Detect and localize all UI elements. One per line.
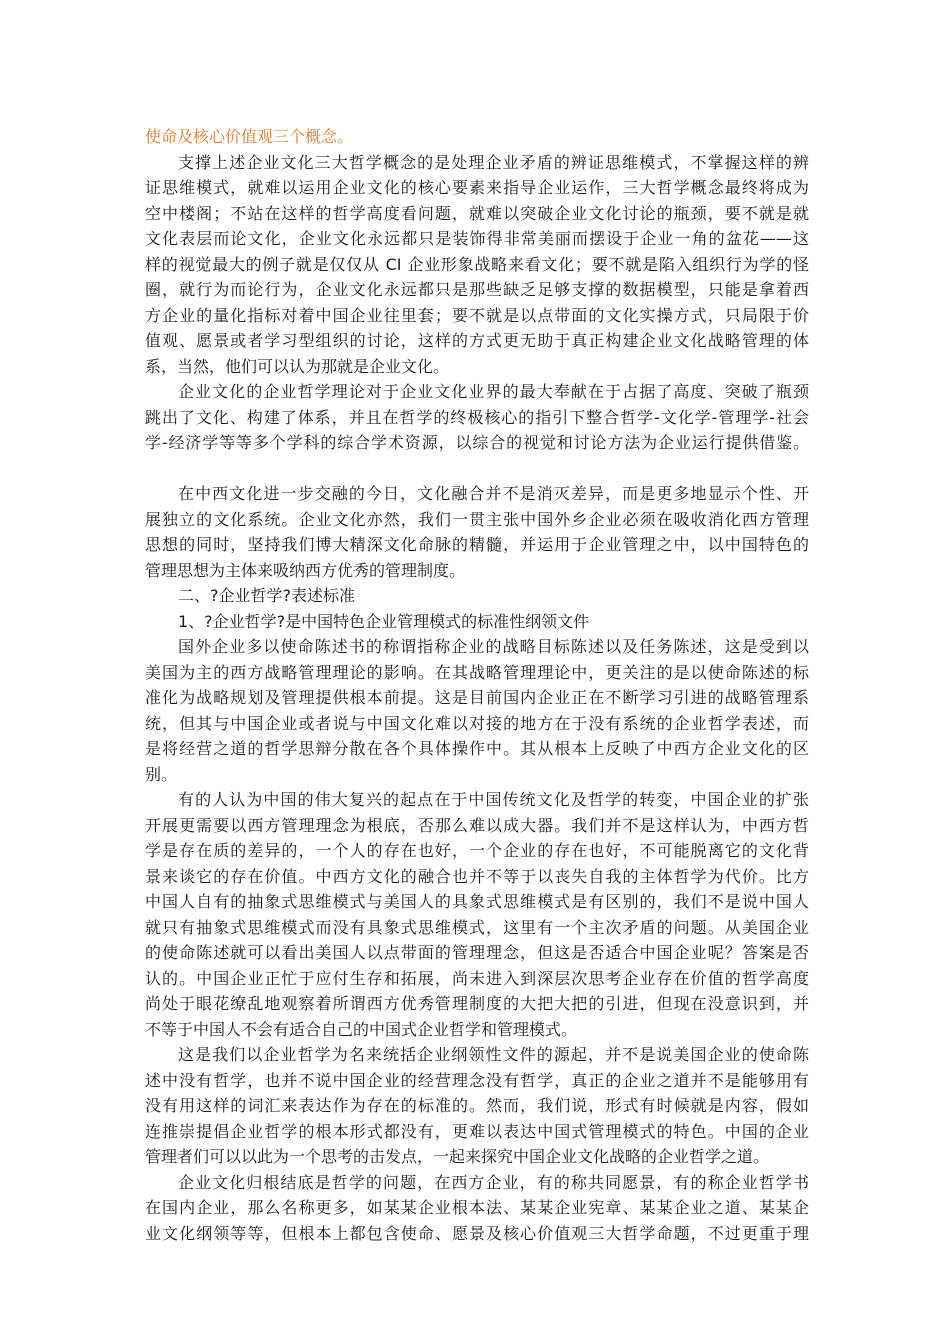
text-line: 样的视觉最大的例子就是仅仅从 CI 企业形象战略来看文化；要不就是陷入组织行为学的怪 xyxy=(145,254,809,274)
paragraph-6 xyxy=(145,1042,809,1170)
text-line: 国外企业多以使命陈述书的称谓指称企业的战略目标陈述以及任务陈述，这是受到以 xyxy=(178,637,809,656)
text-line: 证思维模式，就难以运用企业文化的核心要素来指导企业运作，三大哲学概念最终将成为 xyxy=(145,178,809,197)
text-line: 这是我们以企业哲学为名来统括企业纲领性文件的源起，并不是说美国企业的使命陈 xyxy=(178,1045,809,1064)
text-line: 没有用这样的词汇来表达作为存在的标准的。然而，我们说，形式有时候就是内容，假如 xyxy=(145,1096,809,1115)
text-line: 开展更需要以西方管理理念为根底，否那么难以成大器。我们并不是这样认为，中西方哲 xyxy=(145,815,809,835)
text-line: 企业文化归根结底是哲学的问题，在西方企业，有的称共同愿景，有的称企业哲学书 xyxy=(178,1172,809,1192)
text-line: 学-经济学等等多个学科的综合学术资源，以综合的视觉和讨论方法为企业运行提供借鉴。 xyxy=(145,433,809,452)
text-line: 述中没有哲学，也并不说中国企业的经营理念没有哲学，真正的企业之道并不是能够用有 xyxy=(145,1070,809,1090)
text-line: 思想的同时，坚持我们博大精深文化命脉的精髓，并运用于企业管理之中，以中国特色的 xyxy=(145,535,809,554)
paragraph-1 xyxy=(145,150,809,380)
text-line: 管理者们可以以此为一个思考的击发点，一起来探究中国企业文化战略的企业哲学之道。 xyxy=(145,1147,770,1166)
text-line: 支撑上述企业文化三大哲学概念的是处理企业矛盾的辨证思维模式，不掌握这样的辨 xyxy=(178,152,809,172)
paragraph-7 xyxy=(145,1170,809,1247)
text-line: 值观、愿景或者学习型组织的讨论，这样的方式更无助于真正构建企业文化战略管理的体 xyxy=(145,331,809,350)
section-title: 二、?企业哲学?表述标准 xyxy=(178,586,355,605)
text-line: 文化表层而论文化，企业文化永远都只是装饰得非常美丽而摆设于企业一角的盆花——这 xyxy=(145,229,809,248)
blank-line xyxy=(145,456,809,482)
text-line: 就只有抽象式思维模式而没有具象式思维模式，这里有一个主次矛盾的问题。从美国企业 xyxy=(145,917,809,937)
text-line: 别。 xyxy=(145,764,178,784)
text-line: 业文化纲领等等，但根本上都包含使命、愿景及核心价值观三大哲学命题，不过更重于理 xyxy=(145,1223,809,1243)
text-line: 的使命陈述就可以看出美国人以点带面的管理理念，但这是否适合中国企业呢？答案是否 xyxy=(145,943,809,962)
text-line: 连推崇提倡企业哲学的根本形式都没有，更难以表达中国式管理模式的特色。中国的企业 xyxy=(145,1121,809,1141)
text-line: 认的。中国企业正忙于应付生存和拓展，尚未进入到深层次思考企业存在价值的哲学高度 xyxy=(145,968,809,988)
text-line: 圈，就行为而论行为，企业文化永远都只是那些缺乏足够支撑的数据模型，只能是拿着西 xyxy=(145,280,809,299)
text-line: 管理思想为主体来吸纳西方优秀的管理制度。 xyxy=(145,560,466,580)
heading-line: 使命及核心价值观三个概念。 xyxy=(145,127,354,146)
document-body xyxy=(145,124,809,1246)
text-line: 美国为主的西方战略管理理论的影响。在其战略管理理论中，更关注的是以使命陈述的标 xyxy=(145,662,809,682)
text-line: 在中西文化进一步交融的今日，文化融合并不是消灭差异，而是更多地显示个性、开 xyxy=(178,484,809,503)
text-line: 在国内企业，那么名称更多，如某某企业根本法、某某企业宪章、某某企业之道、某某企 xyxy=(145,1198,809,1217)
text-line: 统，但其与中国企业或者说与中国文化难以对接的地方在于没有系统的企业哲学表述，而 xyxy=(145,713,809,733)
subsection-title: 1、?企业哲学?是中国特色企业管理模式的标准性纲领文件 xyxy=(178,611,590,631)
text-line: 尚处于眼花缭乱地观察着所谓西方优秀管理制度的大把大把的引进，但现在没意识到，并 xyxy=(145,994,809,1013)
text-line: 是将经营之道的哲学思辩分散在各个具体操作中。其从根本上反映了中西方企业文化的区 xyxy=(145,739,809,758)
text-line: 系，当然，他们可以认为那就是企业文化。 xyxy=(145,356,450,376)
paragraph-5 xyxy=(145,787,809,1042)
text-line: 空中楼阁；不站在这样的哲学高度看问题，就难以突破企业文化讨论的瓶颈，要不就是就 xyxy=(145,203,809,223)
text-line: 方企业的量化指标对着中国企业往里套；要不就是以点带面的文化实操方式，只局限于价 xyxy=(145,305,809,325)
paragraph-4 xyxy=(145,634,809,787)
paragraph-2 xyxy=(145,379,809,456)
text-line: 有的人认为中国的伟大复兴的起点在于中国传统文化及哲学的转变，中国企业的扩张 xyxy=(178,790,809,809)
text-line: 展独立的文化系统。企业文化亦然，我们一贯主张中国外乡企业必须在吸收消化西方管理 xyxy=(145,509,809,529)
text-line: 景来谈它的存在价值。中西方文化的融合也并不等于以丧失自我的主体哲学为代价。比方 xyxy=(145,866,809,886)
text-line: 企业文化的企业哲学理论对于企业文化业界的最大奉献在于占据了高度、突破了瓶颈 xyxy=(178,382,809,401)
text-line: 不等于中国人不会有适合自己的中国式企业哲学和管理模式。 xyxy=(145,1019,578,1039)
paragraph-3 xyxy=(145,481,809,583)
text-line: 准化为战略规划及管理提供根本前提。这是目前国内企业正在不断学习引进的战略管理系 xyxy=(145,688,809,707)
text-line: 跳出了文化、构建了体系，并且在哲学的终极核心的指引下整合哲学-文化学-管理学-社会 xyxy=(145,407,809,427)
text-line: 学是存在质的差异的，一个人的存在也好，一个企业的存在也好，不可能脱离它的文化背 xyxy=(145,841,809,860)
text-line: 中国人自有的抽象式思维模式与美国人的具象式思维模式是有区别的，我们不是说中国人 xyxy=(145,892,809,911)
